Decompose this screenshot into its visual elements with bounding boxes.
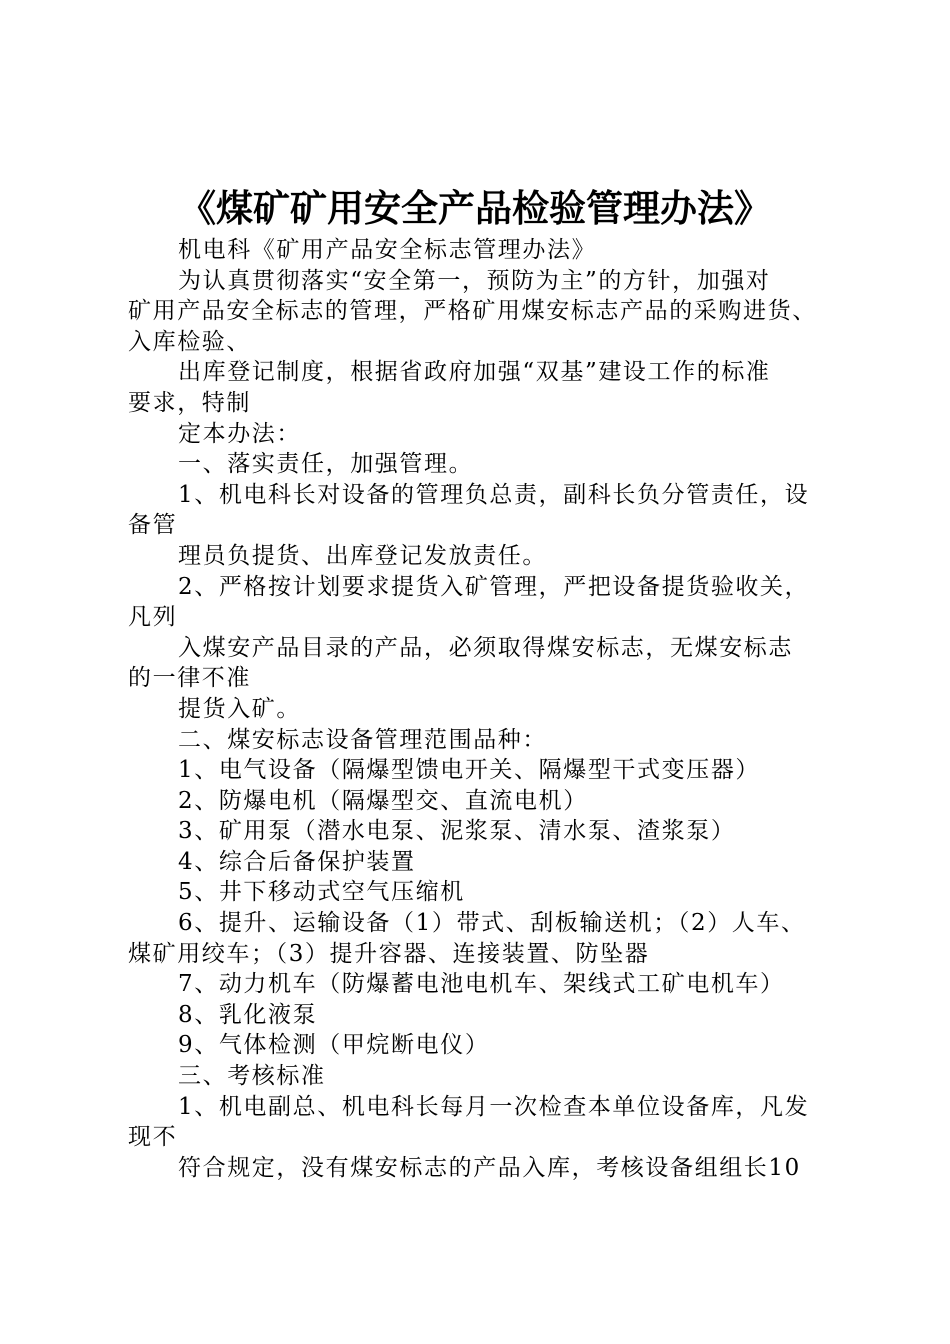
body-line: 1、机电科长对设备的管理负总责，副科长负分管责任，设 (178, 481, 810, 508)
body-line: 为认真贯彻落实“安全第一，预防为主”的方针，加强对 (178, 267, 771, 294)
body-line: 2、防爆电机（隔爆型交、直流电机） (178, 787, 588, 814)
body-line: 出库登记制度，根据省政府加强“双基”建设工作的标准 (178, 359, 771, 386)
body-line: 提货入矿。 (178, 695, 301, 722)
body-line: 机电科《矿用产品安全标志管理办法》 (178, 237, 597, 263)
body-line: 9、气体检测（甲烷断电仪） (178, 1032, 490, 1059)
body-line: 7、动力机车（防爆蓄电池电机车、架线式工矿电机车） (178, 971, 785, 998)
body-line: 矿用产品安全标志的管理，严格矿用煤安标志产品的采购进货、 (128, 298, 817, 325)
body-line: 1、机电副总、机电科长每月一次检查本单位设备库，凡发 (178, 1093, 810, 1120)
body-line: 5、井下移动式空气压缩机 (178, 879, 465, 906)
body-line: 1、电气设备（隔爆型馈电开关、隔爆型干式变压器） (178, 757, 761, 784)
body-line: 2、严格按计划要求提货入矿管理，严把设备提货验收关， (178, 573, 810, 600)
body-line: 的一律不准 (128, 665, 251, 692)
body-line: 凡列 (128, 604, 178, 631)
body-line: 二、煤安标志设备管理范围品种： (178, 726, 547, 753)
document-body (128, 235, 838, 1183)
body-line: 符合规定，没有煤安标志的产品入库，考核设备组组长10 (178, 1154, 801, 1181)
body-line: 4、综合后备保护装置 (178, 848, 416, 875)
body-line: 煤矿用绞车；（3）提升容器、连接装置、防坠器 (128, 940, 650, 967)
body-line: 6、提升、运输设备（1）带式、刮板输送机；（2）人车、 (178, 910, 806, 937)
body-line: 定本办法： (178, 420, 301, 447)
body-line: 现不 (128, 1124, 178, 1151)
body-line: 三、考核标准 (178, 1063, 326, 1090)
body-line: 入库检验、 (128, 328, 251, 355)
body-line: 备管 (128, 512, 178, 539)
body-line: 3、矿用泵（潜水电泵、泥浆泵、清水泵、渣浆泵） (178, 818, 736, 845)
page-title: 《煤矿矿用安全产品检验管理办法》 (179, 186, 771, 230)
body-line: 8、乳化液泵 (178, 1001, 318, 1028)
body-line: 要求，特制 (128, 389, 251, 416)
body-line: 理员负提货、出库登记发放责任。 (178, 542, 547, 569)
body-line: 一、落实责任，加强管理。 (178, 451, 474, 478)
body-line: 入煤安产品目录的产品，必须取得煤安标志，无煤安标志 (178, 634, 793, 661)
